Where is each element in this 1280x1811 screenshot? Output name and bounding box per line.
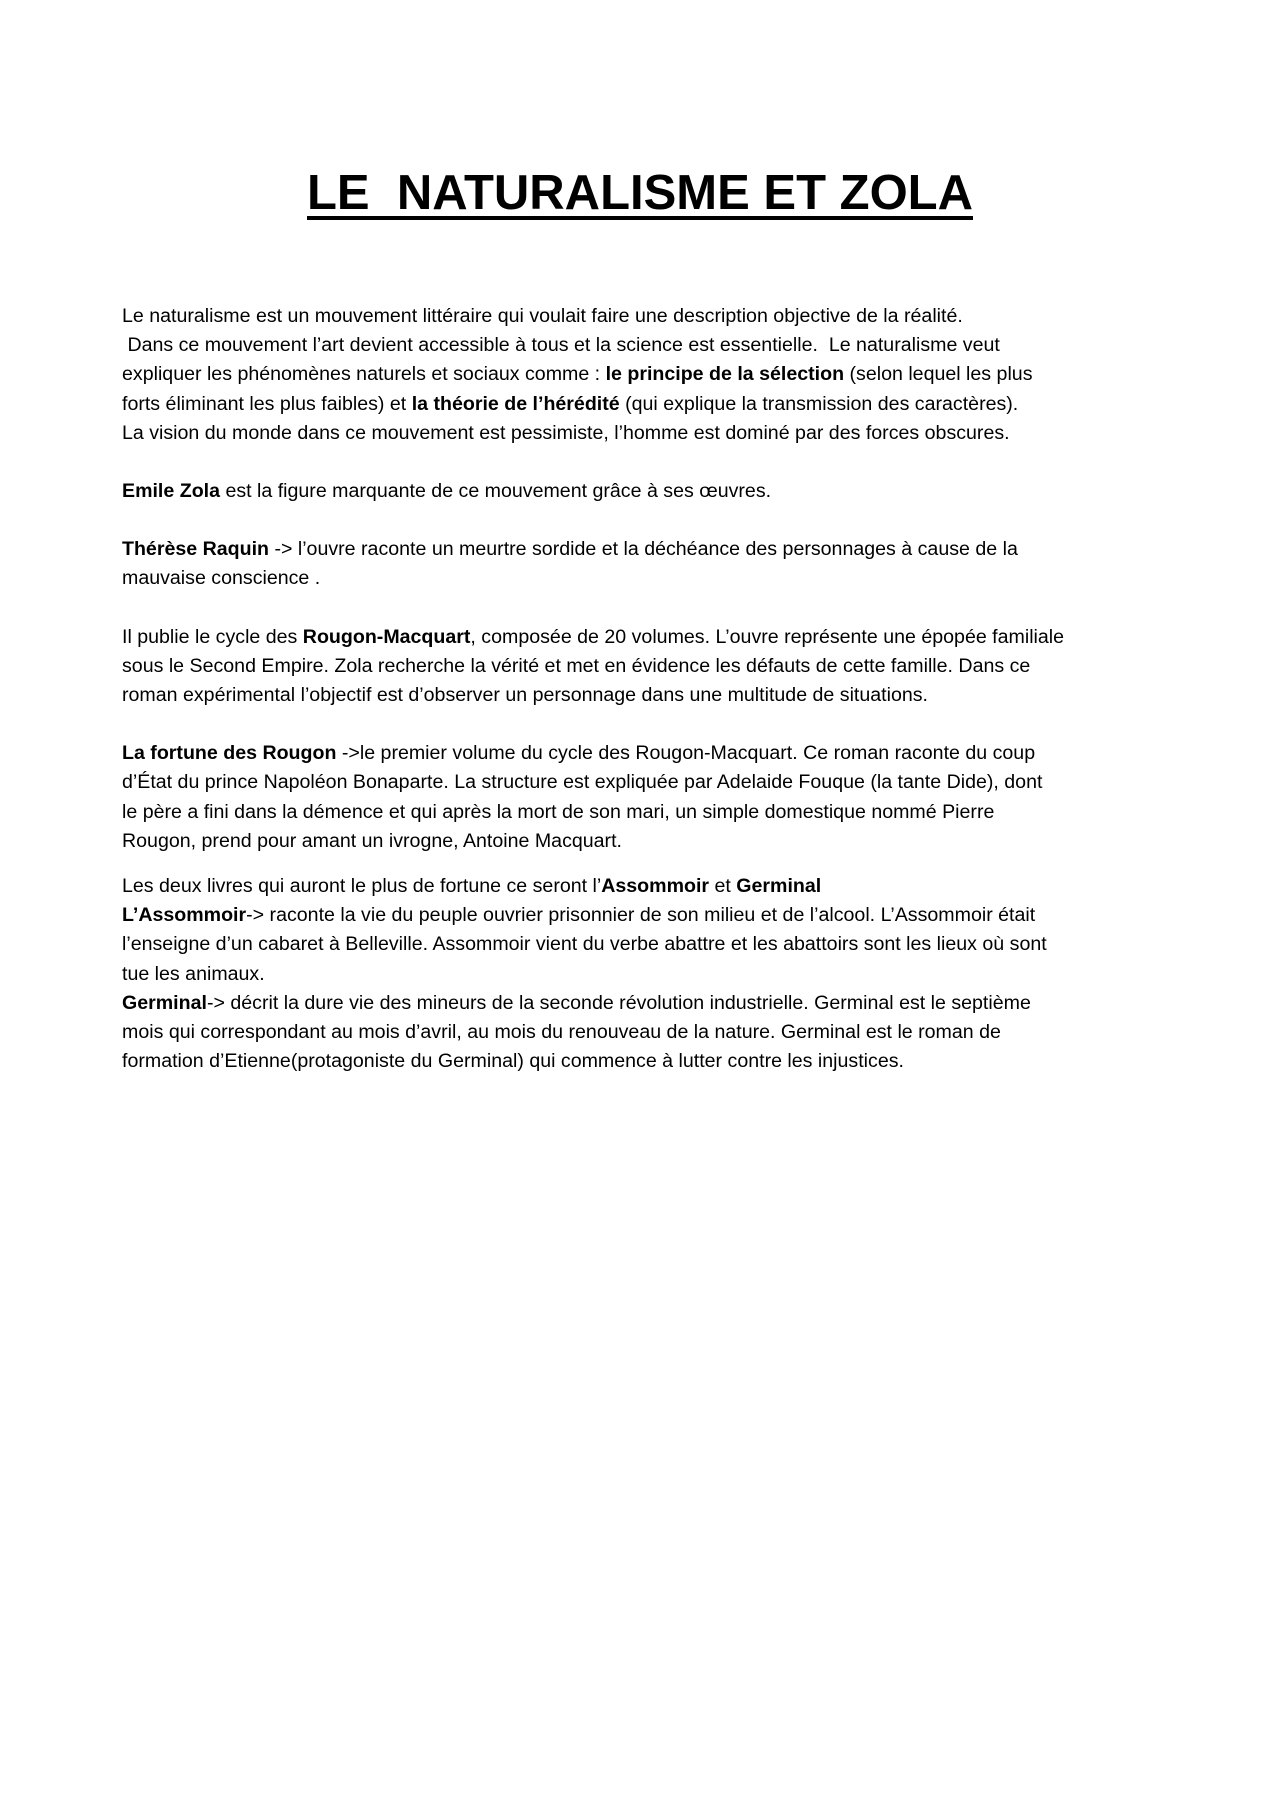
text-line: sous le Second Empire. Zola recherche la vérité et met en évidence les défauts de cette famille. Dans ce [122, 654, 1031, 677]
text-line: roman expérimental l’objectif est d’observer un personnage dans une multitude de situations. [122, 684, 928, 707]
paragraph-therese-raquin [122, 535, 1172, 593]
document-body [122, 302, 1172, 1076]
paragraph-gap [122, 856, 1172, 872]
bold-term-rougon-macquart: Rougon-Macquart [302, 625, 471, 648]
text-line: le père a fini dans la démence et qui après la mort de son mari, un simple domestique nommé Pierre [122, 800, 995, 823]
bold-term-selection: le principe de la sélection [605, 363, 845, 386]
paragraph-gap [122, 710, 1172, 739]
text-line: Rougon, prend pour amant un ivrogne, Antoine Macquart. [122, 829, 622, 852]
bold-term-germinal-heading: Germinal [122, 991, 207, 1014]
text-line: Il publie le cycle des Rougon-Macquart, composée de 20 volumes. L’ouvre représente une épopée familiale [122, 625, 1065, 648]
text-line: formation d’Etienne(protagoniste du Germinal) qui commence à lutter contre les injustices. [122, 1050, 904, 1073]
text-line: Germinal-> décrit la dure vie des mineurs de la seconde révolution industrielle. Germinal est le septième [122, 991, 1031, 1014]
text-line: tue les animaux. [122, 962, 265, 985]
bold-term-therese-raquin: Thérèse Raquin [122, 538, 269, 561]
bold-term-lassommoir: L’Assommoir [122, 904, 247, 927]
text-line: mauvaise conscience . [122, 567, 321, 590]
text-line: La vision du monde dans ce mouvement est pessimiste, l’homme est dominé par des forces obscures. [122, 421, 1010, 444]
text-line: mois qui correspondant au mois d’avril, au mois du renouveau de la nature. Germinal est le roman de [122, 1021, 1001, 1044]
text-line: l’enseigne d’un cabaret à Belleville. Assommoir vient du verbe abattre et les abattoirs sont les lieux où sont [122, 933, 1047, 956]
paragraph-fortune-des-rougon [122, 739, 1172, 856]
text-line: Dans ce mouvement l’art devient accessible à tous et la science est essentielle. Le naturalisme veut [122, 334, 1000, 357]
bold-term-emile-zola: Emile Zola [122, 480, 220, 503]
text-line: Thérèse Raquin -> l’ouvre raconte un meurtre sordide et la déchéance des personnages à cause de la [122, 538, 1018, 561]
paragraph-gap [122, 594, 1172, 623]
bold-term-fortune-des-rougon: La fortune des Rougon [122, 742, 337, 765]
bold-term-heredite: la théorie de l’hérédité [411, 392, 620, 415]
paragraph-emile-zola [122, 477, 1172, 506]
paragraph-assommoir-germinal [122, 872, 1172, 1076]
text-line: Les deux livres qui auront le plus de fortune ce seront l’Assommoir et Germinal [122, 875, 822, 898]
bold-term-germinal: Germinal [736, 875, 822, 898]
paragraph-gap [122, 448, 1172, 477]
paragraph-rougon-macquart [122, 623, 1172, 711]
text-line: d’État du prince Napoléon Bonaparte. La structure est expliquée par Adelaide Fouque (la tante Dide), dont [122, 771, 1043, 794]
paragraph-gap [122, 506, 1172, 535]
page-title: LE NATURALISME ET ZOLA [307, 166, 973, 220]
paragraph-naturalisme-definition [122, 302, 1172, 448]
text-line: L’Assommoir-> raconte la vie du peuple ouvrier prisonnier de son milieu et de l’alcool. L’Assommoir était [122, 904, 1036, 927]
text-line: La fortune des Rougon ->le premier volume du cycle des Rougon-Macquart. Ce roman raconte du coup [122, 742, 1036, 765]
text-line: forts éliminant les plus faibles) et la théorie de l’hérédité (qui explique la transmission des caractères). [122, 392, 1019, 415]
text-line: expliquer les phénomènes naturels et sociaux comme : le principe de la sélection (selon lequel les plus [122, 363, 1033, 386]
bold-term-assommoir: Assommoir [601, 875, 710, 898]
text-line: Le naturalisme est un mouvement littéraire qui voulait faire une description objective de la réalité. [122, 305, 963, 327]
text-line: Emile Zola est la figure marquante de ce mouvement grâce à ses œuvres. [122, 480, 772, 503]
